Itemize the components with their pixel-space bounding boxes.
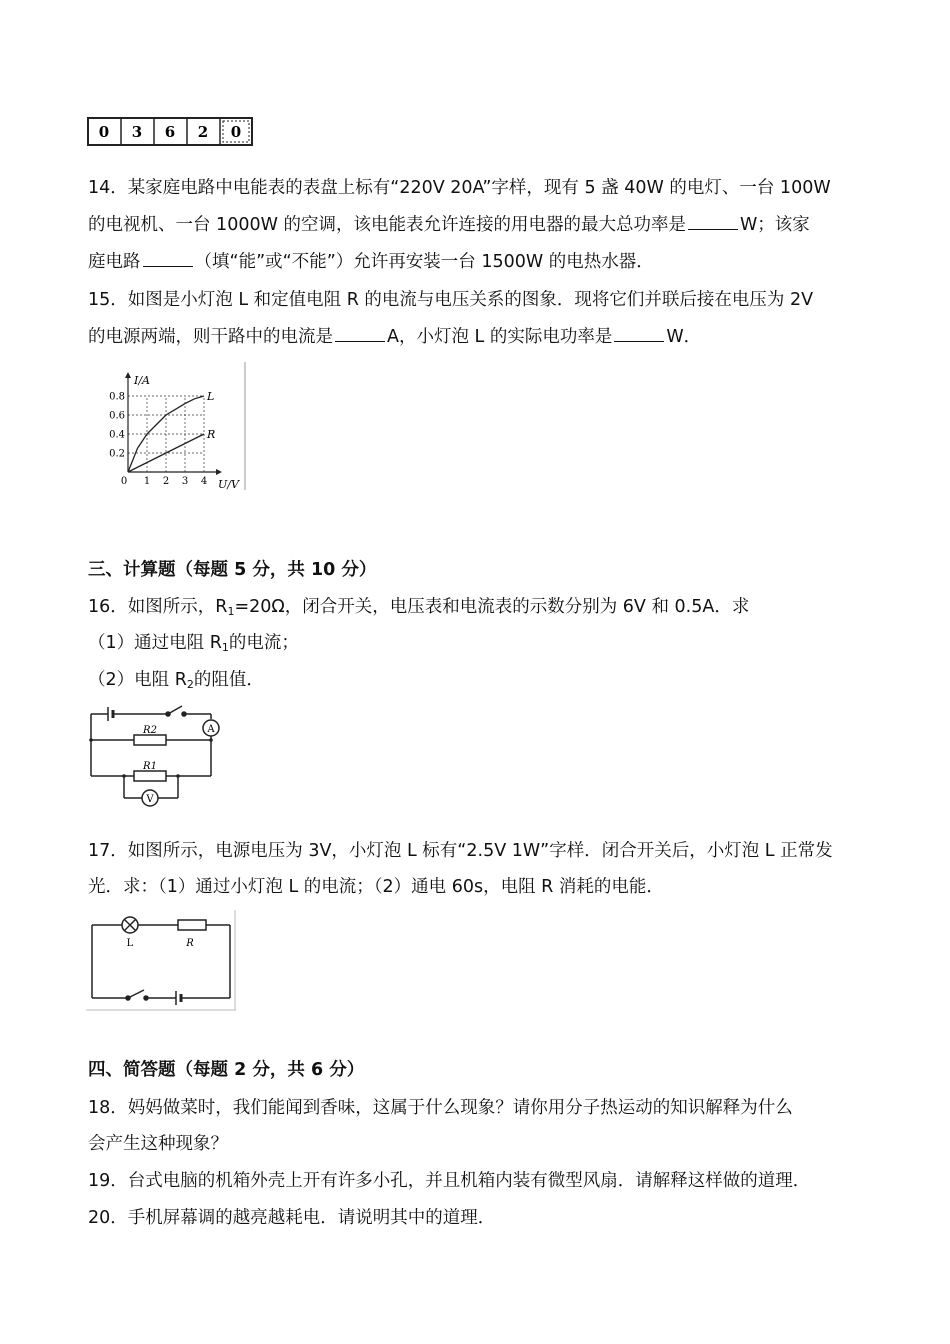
q16-part1-text-end: 的电流； (228, 633, 299, 653)
subscript: 1 (221, 641, 229, 654)
series-label: R (207, 428, 216, 441)
q16-part2-text: （2）电阻 R (88, 670, 187, 690)
q15-line2-end: W． (666, 327, 702, 347)
x-tick-label: 0 (120, 476, 128, 487)
meter-digit: 0 (230, 123, 242, 141)
y-tick-label: 0.8 (109, 391, 125, 403)
resistor-r1-icon (134, 771, 166, 781)
switch-lever (128, 990, 144, 998)
answer-blank (143, 250, 193, 267)
y-axis-arrow-icon (125, 372, 131, 378)
y-tick-label: 0.2 (109, 448, 125, 460)
x-axis-arrow-icon (216, 469, 222, 475)
resistor-r2-icon (134, 735, 166, 745)
answer-blank (614, 325, 664, 342)
series-label: L (207, 390, 215, 403)
r2-label: R2 (143, 725, 157, 736)
voltmeter-label: V (146, 794, 154, 805)
q16-line1-text: 16．如图所示，R (88, 597, 228, 617)
q14-line3 (88, 249, 878, 275)
meter-digit: 0 (98, 123, 110, 141)
q14-line3-text: 庭电路 (88, 252, 141, 272)
q15-line2-text: 的电源两端，则干路中的电流是 (88, 327, 333, 347)
answer-blank (688, 213, 738, 230)
q16-part2 (88, 667, 878, 698)
q18-line2: 会产生这种现象？ (88, 1134, 228, 1154)
meter-digit: 2 (197, 123, 209, 141)
q15-line1: 15．如图是小灯泡 L 和定值电阻 R 的电流与电压关系的图象．现将它们并联后接在电压为 2V (88, 290, 814, 310)
r1-label: R1 (143, 761, 157, 772)
q14-line3-text-end: （填“能”或“不能”）允许再安装一台 1500W 的电热水器． (194, 252, 654, 272)
subscript: 1 (227, 605, 235, 618)
q14-line2-text-end: W；该家 (739, 215, 810, 235)
answer-blank (335, 325, 385, 342)
resistor-label: R (186, 938, 194, 949)
meter-digit: 3 (131, 123, 143, 141)
q18-line1: 18．妈妈做菜时，我们能闻到香味，这属于什么现象？请你用分子热运动的知识解释为什么 (88, 1098, 793, 1118)
q16-line1 (88, 594, 878, 625)
lamp-label: L (126, 938, 134, 949)
q14-line1: 14．某家庭电路中电能表的表盘上标有“220V 20A”字样，现有 5 盏 40W 的电灯、一台 100W (88, 178, 831, 198)
q16-circuit-diagram (86, 702, 226, 808)
iu-graph (100, 362, 250, 492)
q14-line2-text: 的电视机、一台 1000W 的空调，该电能表允许连接的用电器的最大总功率是 (88, 215, 686, 235)
q17-circuit-diagram (86, 910, 236, 1012)
x-tick-label: 4 (200, 476, 208, 487)
meter-digit: 6 (164, 123, 176, 141)
section4-heading: 四、简答题（每题 2 分，共 6 分） (88, 1060, 365, 1080)
x-tick-label: 1 (143, 476, 151, 487)
y-axis-label: I/A (134, 374, 150, 387)
q17-line1: 17．如图所示，电源电压为 3V，小灯泡 L 标有“2.5V 1W”字样．闭合开关后，小灯泡 L 正常发 (88, 841, 833, 861)
switch-lever (168, 706, 182, 714)
q16-part1-text: （1）通过电阻 R (88, 633, 222, 653)
q16-part2-text-end: 的阻值． (193, 670, 264, 690)
subscript: 2 (186, 678, 194, 691)
ammeter-label: A (207, 724, 215, 735)
x-tick-label: 2 (162, 476, 170, 487)
q14-line2 (88, 212, 878, 238)
q16-line1-text-end: =20Ω，闭合开关，电压表和电流表的示数分别为 6V 和 0.5A．求 (234, 597, 750, 617)
resistor-icon (178, 920, 206, 930)
energy-meter-display (86, 116, 256, 148)
q20-line1: 20．手机屏幕调的越亮越耗电．请说明其中的道理． (88, 1208, 496, 1228)
q15-line2-mid: A，小灯泡 L 的实际电功率是 (387, 327, 613, 347)
section3-heading: 三、计算题（每题 5 分，共 10 分） (88, 560, 377, 580)
q15-line2 (88, 324, 878, 350)
q17-line2: 光．求：（1）通过小灯泡 L 的电流；（2）通电 60s，电阻 R 消耗的电能． (88, 877, 664, 897)
x-axis-label: U/V (218, 478, 239, 491)
y-tick-label: 0.6 (109, 410, 125, 422)
q19-line1: 19．台式电脑的机箱外壳上开有许多小孔，并且机箱内装有微型风扇．请解释这样做的道理． (88, 1171, 811, 1191)
y-tick-label: 0.4 (109, 429, 125, 441)
q16-part1 (88, 630, 878, 661)
x-tick-label: 3 (181, 476, 189, 487)
